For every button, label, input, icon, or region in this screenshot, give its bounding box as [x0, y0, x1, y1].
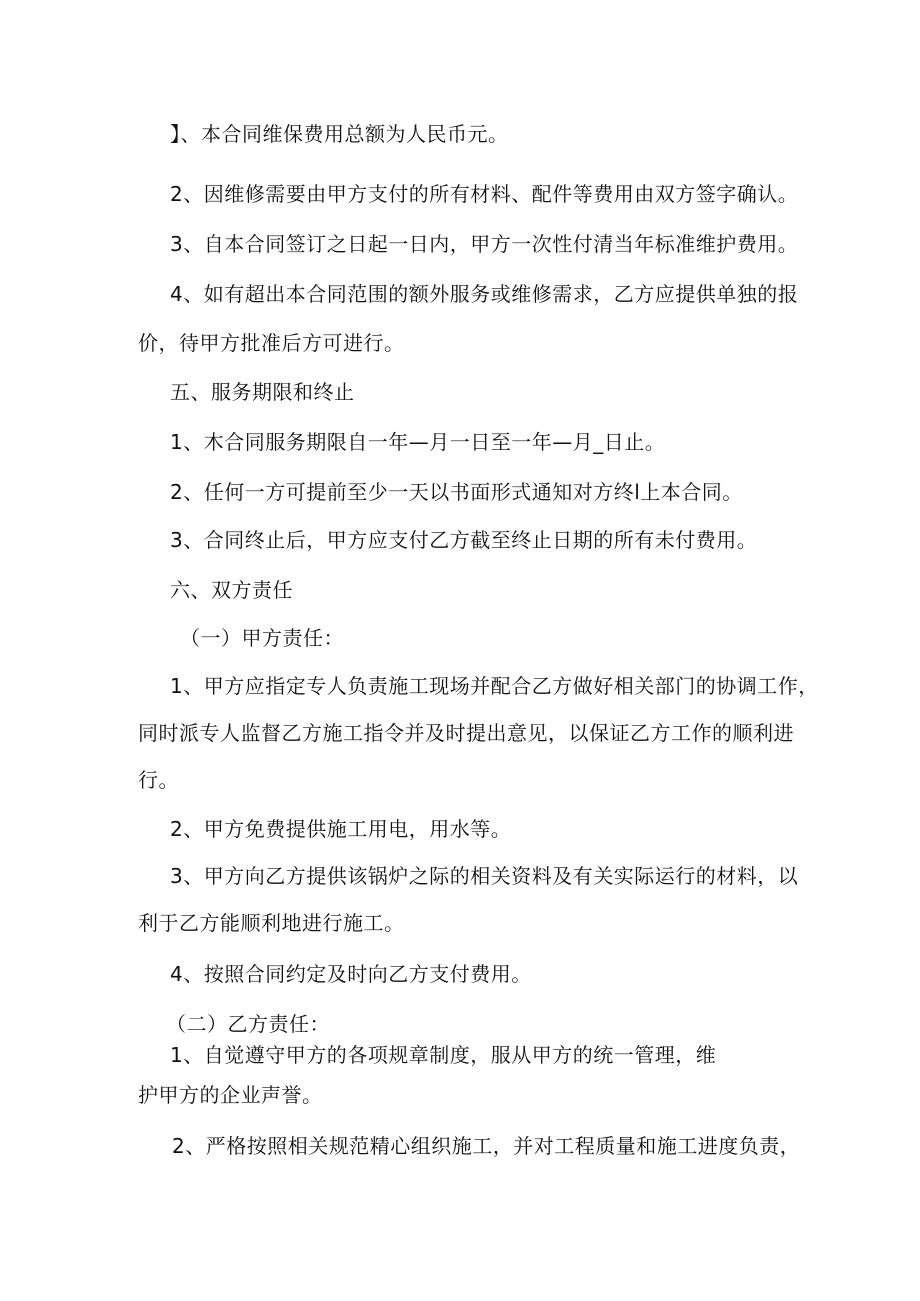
paragraph-line: 】、本合同维保费用总额为人民币元。	[170, 122, 509, 146]
paragraph-line: 3、甲方向乙方提供该锅炉之际的相关资料及有关实际运行的材料，以	[170, 864, 799, 888]
paragraph-line: 4、按照合同约定及时向乙方支付费用。	[170, 962, 532, 986]
paragraph-line: 3、自本合同签订之日起一日内，甲方一次性付清当年标准维护费用。	[170, 232, 799, 256]
subsection-heading: （二）乙方责任：	[166, 1012, 330, 1036]
paragraph-line: 利于乙方能顺利地进行施工。	[138, 911, 405, 935]
paragraph-line: 2、严格按照相关规范精心组织施工，并对工程质量和施工进度负责，	[172, 1134, 801, 1158]
paragraph-line: 4、如有超出本合同范围的额外服务或维修需求，乙方应提供单独的报	[170, 282, 799, 306]
paragraph-line: 价，待甲方批准后方可进行。	[138, 331, 405, 355]
paragraph-line: 2、任何一方可提前至少一天以书面形式通知对方终l上本合同。	[170, 480, 743, 504]
paragraph-line: 3、合同终止后，甲方应支付乙方截至终止日期的所有未付费用。	[170, 528, 758, 552]
paragraph-line: 1、甲方应指定专人负责施工现场并配合乙方做好相关部门的协调工作，	[170, 674, 819, 698]
paragraph-line: 行。	[138, 768, 179, 792]
paragraph-line: 护甲方的企业声誉。	[138, 1083, 323, 1107]
paragraph-line: 同时派专人监督乙方施工指令并及时提出意见，以保证乙方工作的顺利进	[138, 721, 794, 745]
section-heading: 五、服务期限和终止	[170, 380, 355, 404]
paragraph-line: 2、甲方免费提供施工用电，用水等。	[170, 817, 512, 841]
paragraph-line: 2、因维修需要由甲方支付的所有材料、配件等费用由双方签字确认。	[170, 182, 799, 206]
subsection-heading: （一）甲方责任：	[180, 626, 344, 650]
section-heading: 六、双方责任	[170, 578, 293, 602]
paragraph-line: 1、木合同服务期限自一年—月一日至一年—月_日止。	[170, 430, 666, 454]
paragraph-line: 1、自觉遵守甲方的各项规章制度，服从甲方的统一管理，维	[170, 1043, 717, 1067]
